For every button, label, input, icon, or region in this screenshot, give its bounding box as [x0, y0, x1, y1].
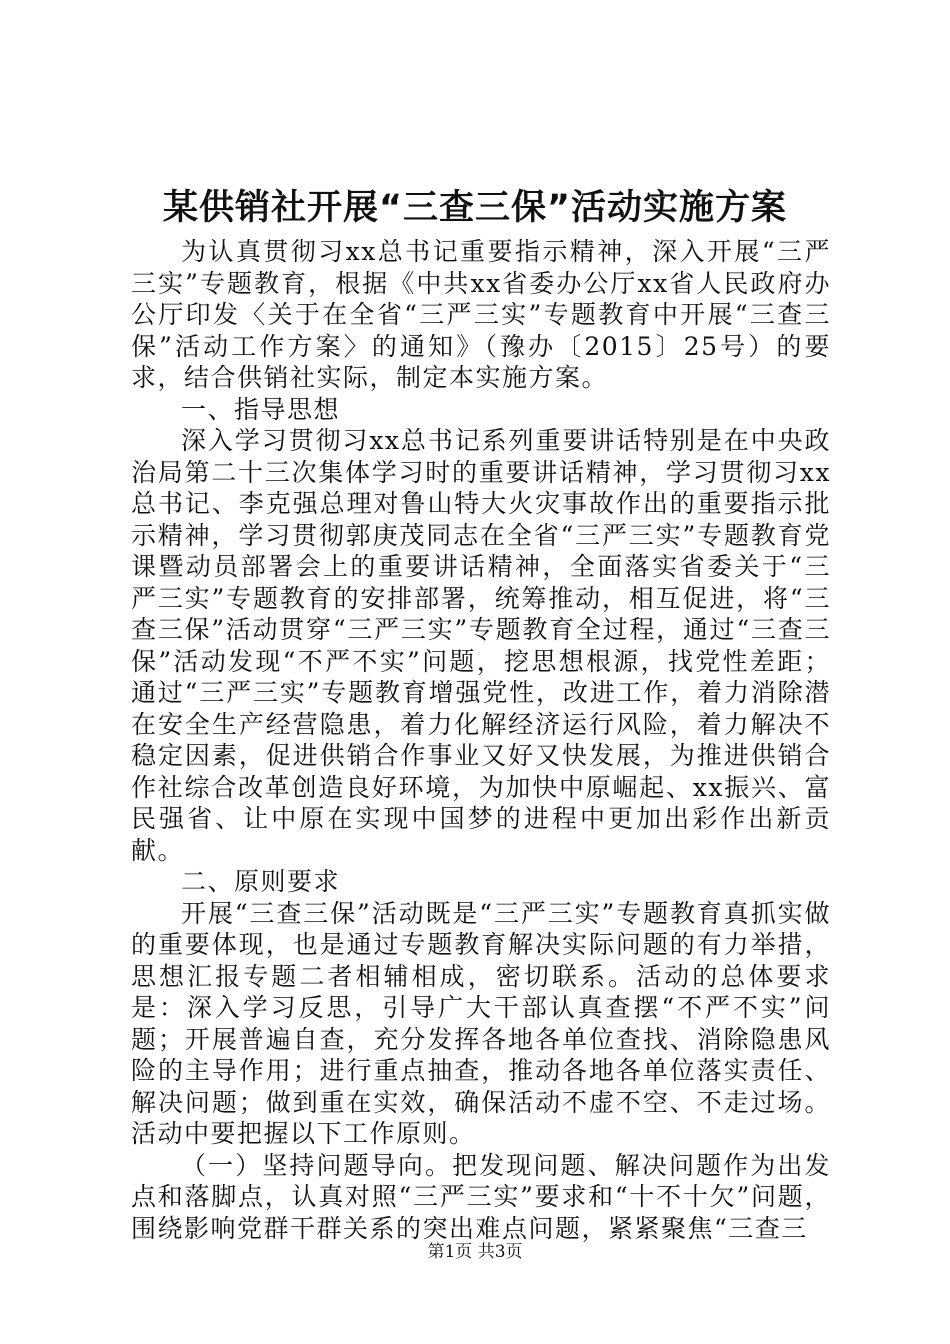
- paragraph-problem-orientation: （一）坚持问题导向。把发现问题、解决问题作为出发点和落脚点，认真对照“三严三实”要求和“十不十欠”问题，围绕影响党群干群关系的突出难点问题，紧紧聚焦“三查三: [131, 1150, 831, 1243]
- paragraph-intro: 为认真贯彻习xx总书记重要指示精神，深入开展“三严三实”专题教育，根据《中共xx省委办公厅xx省人民政府办公厅印发〈关于在全省“三严三实”专题教育中开展“三查三保”活动工作方案〉的通知》（豫办〔2015〕25号）的要求，结合供销社实际，制定本实施方案。: [131, 237, 831, 392]
- paragraph-guiding-thought: 深入学习贯彻习xx总书记系列重要讲话特别是在中央政治局第二十三次集体学习时的重要讲话精神，学习贯彻习xx总书记、李克强总理对鲁山特大火灾事故作出的重要指示批示精神，学习贯彻郭庚茂同志在全省“三严三实”专题教育党课暨动员部署会上的重要讲话精神，全面落实省委关于“三严三实”专题教育的安排部署，统筹推动，相互促进，将“三查三保”活动贯穿“三严三实”专题教育全过程，通过“三查三保”活动发现“不严不实”问题，挖思想根源，找党性差距；通过“三严三实”专题教育增强党性，改进工作，着力消除潜在安全生产经营隐患，着力化解经济运行风险，着力解决不稳定因素，促进供销合作事业又好又快发展，为推进供销合作社综合改革创造良好环境，为加快中原崛起、xx振兴、富民强省、让中原在实现中国梦的进程中更加出彩作出新贡献。: [131, 426, 831, 865]
- document-body: [131, 236, 831, 1244]
- document-title: 某供销社开展“三查三保”活动实施方案: [162, 188, 787, 228]
- section-heading-principles: 二、原则要求: [181, 867, 341, 896]
- paragraph-principles: 开展“三查三保”活动既是“三严三实”专题教育真抓实做的重要体现，也是通过专题教育解决实际问题的有力举措，思想汇报专题二者相辅相成，密切联系。活动的总体要求是：深入学习反思，引导广大干部认真查摆“不严不实”问题；开展普遍自查，充分发挥各地各单位查找、消除隐患风险的主导作用；进行重点抽查，推动各地各单位落实责任、解决问题；做到重在实效，确保活动不虚不空、不走过场。活动中要把握以下工作原则。: [131, 898, 831, 1148]
- section-heading-guiding-thought: 一、指导思想: [181, 394, 341, 424]
- page-number-footer: 第1页 共3页: [427, 1242, 523, 1262]
